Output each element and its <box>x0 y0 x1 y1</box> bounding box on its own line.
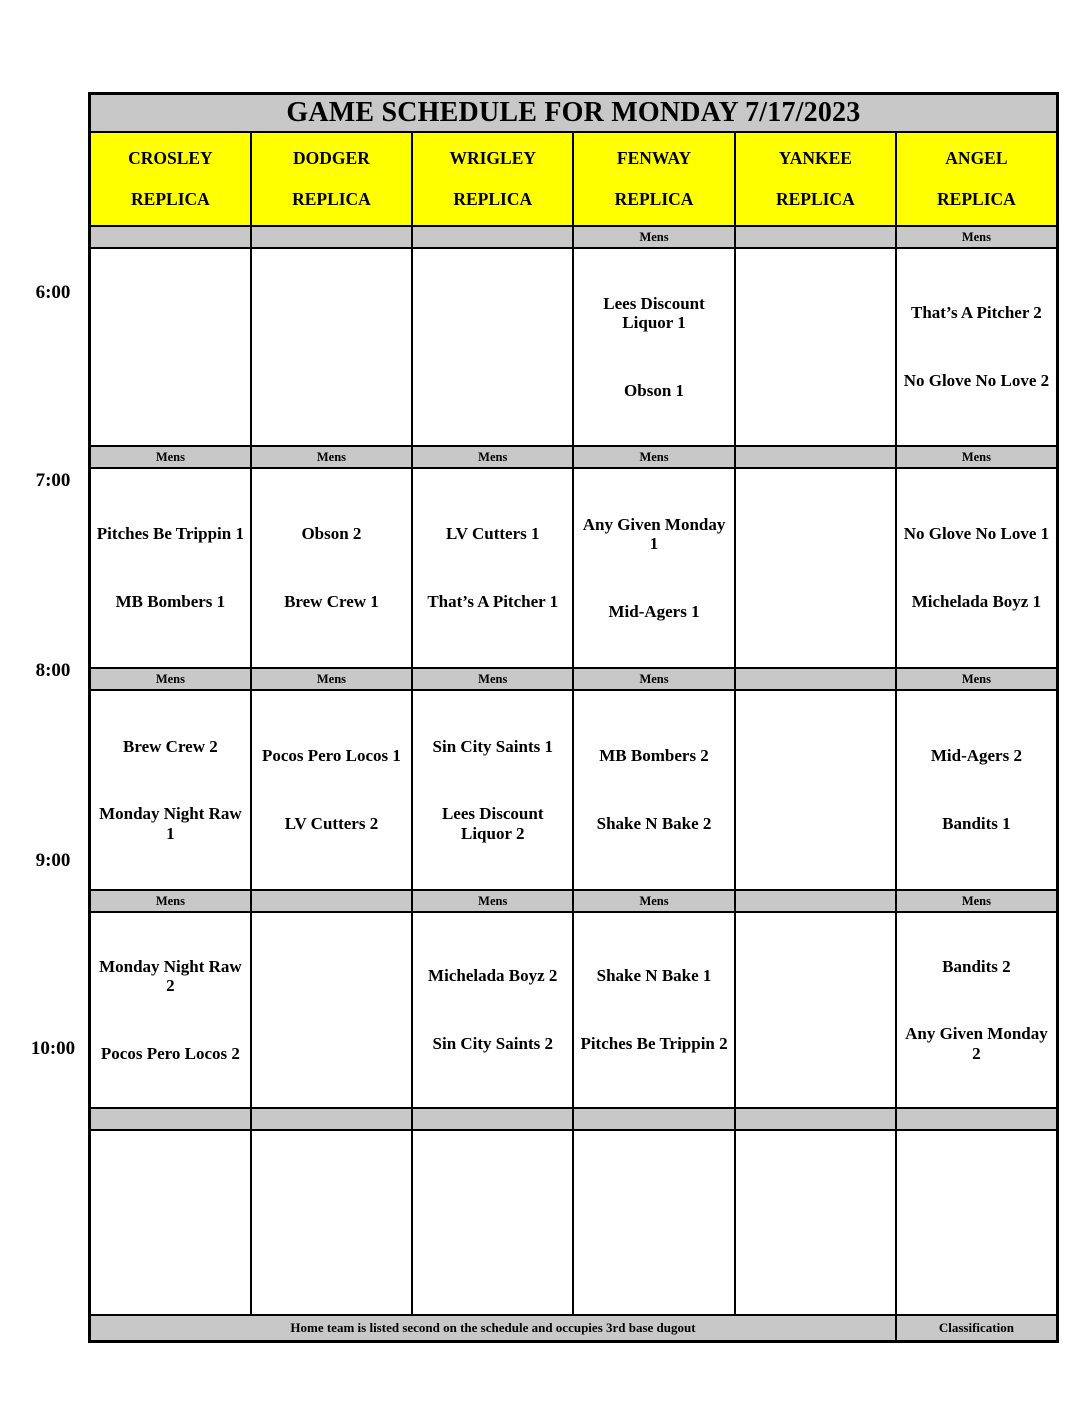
game-cell <box>735 248 896 446</box>
classification-cell: Mens <box>412 668 573 690</box>
home-team: That’s A Pitcher 1 <box>427 592 559 611</box>
classification-cell: Mens <box>896 446 1057 468</box>
away-team: Obson 2 <box>301 524 362 544</box>
classification-cell: Mens <box>573 226 734 248</box>
away-team: Michelada Boyz 2 <box>428 966 558 986</box>
game-cell <box>90 690 251 890</box>
classification-cell: Mens <box>251 668 412 690</box>
game-cell <box>412 690 573 890</box>
classification-cell: Mens <box>90 890 251 912</box>
game-cell <box>896 912 1057 1108</box>
schedule-table-wrapper <box>88 92 1056 1343</box>
field-name: WRIGLEY <box>449 147 537 168</box>
field-header-angel <box>896 132 1057 226</box>
field-header-yankee <box>735 132 896 226</box>
field-sub: REPLICA <box>775 189 855 209</box>
away-team: Pocos Pero Locos 1 <box>261 746 401 766</box>
home-team: Obson 1 <box>624 380 685 400</box>
field-sub: REPLICA <box>131 189 210 209</box>
home-team: MB Bombers 1 <box>115 592 226 611</box>
classification-cell: Mens <box>573 890 734 912</box>
away-team: MB Bombers 2 <box>599 746 709 766</box>
away-team: Sin City Saints 1 <box>432 736 553 756</box>
game-cell <box>735 912 896 1108</box>
game-cell <box>90 1130 251 1315</box>
away-team: Monday Night Raw 2 <box>99 956 242 996</box>
classification-cell <box>251 1108 412 1130</box>
away-team: That’s A Pitcher 2 <box>911 303 1042 323</box>
classification-cell: Mens <box>251 446 412 468</box>
game-cell <box>251 912 412 1108</box>
game-cell <box>896 248 1057 446</box>
home-team: Pocos Pero Locos 2 <box>100 1043 240 1063</box>
classification-cell: Mens <box>573 668 734 690</box>
classification-row-7 <box>90 446 1058 468</box>
game-cell <box>251 690 412 890</box>
home-team: LV Cutters 2 <box>284 814 379 833</box>
footer-classification-label: Classification <box>896 1315 1057 1342</box>
field-header-row <box>90 132 1058 226</box>
game-row-10 <box>90 1130 1058 1315</box>
time-label-8: 8:00 <box>35 660 71 681</box>
field-name: DODGER <box>293 147 370 168</box>
game-cell <box>90 468 251 668</box>
field-sub: REPLICA <box>937 189 1016 209</box>
home-team: Shake N Bake 2 <box>596 814 712 833</box>
field-header-wrigley <box>412 132 573 226</box>
page-title: GAME SCHEDULE FOR MONDAY 7/17/2023 <box>90 94 1058 133</box>
game-cell <box>251 1130 412 1315</box>
classification-cell: Mens <box>90 446 251 468</box>
classification-cell: Mens <box>573 446 734 468</box>
classification-row-6 <box>90 226 1058 248</box>
game-cell <box>412 468 573 668</box>
classification-row-10 <box>90 1108 1058 1130</box>
field-sub: REPLICA <box>292 189 371 209</box>
away-team: Mid-Agers 2 <box>930 746 1022 766</box>
game-schedule-table <box>88 92 1059 1343</box>
classification-cell: Mens <box>896 890 1057 912</box>
game-cell <box>573 248 734 446</box>
game-cell <box>896 468 1057 668</box>
game-cell <box>90 912 251 1108</box>
game-row-8 <box>90 690 1058 890</box>
away-team: Lees Discount Liquor 1 <box>603 293 705 333</box>
game-cell <box>251 248 412 446</box>
game-cell <box>90 248 251 446</box>
time-label-10: 10:00 <box>30 1038 76 1059</box>
classification-cell: Mens <box>412 890 573 912</box>
home-team: Sin City Saints 2 <box>432 1034 553 1053</box>
field-sub: REPLICA <box>453 189 533 209</box>
classification-cell <box>735 226 896 248</box>
away-team: Shake N Bake 1 <box>596 966 712 986</box>
time-label-7: 7:00 <box>35 470 71 491</box>
home-team: Michelada Boyz 1 <box>911 592 1042 611</box>
game-cell <box>573 690 734 890</box>
home-team: Lees Discount Liquor 2 <box>441 804 544 843</box>
classification-cell <box>573 1108 734 1130</box>
classification-cell <box>896 1108 1057 1130</box>
footer-row <box>90 1315 1058 1342</box>
classification-cell <box>735 1108 896 1130</box>
classification-cell <box>735 668 896 690</box>
game-cell <box>573 912 734 1108</box>
away-team: Pitches Be Trippin 1 <box>96 524 244 544</box>
classification-cell: Mens <box>896 668 1057 690</box>
home-team: Pitches Be Trippin 2 <box>580 1034 728 1053</box>
away-team: LV Cutters 1 <box>445 524 540 544</box>
game-cell <box>573 468 734 668</box>
classification-cell <box>251 890 412 912</box>
classification-row-8 <box>90 668 1058 690</box>
footer-note: Home team is listed second on the schedule and occupies 3rd base dugout <box>90 1315 896 1342</box>
classification-cell <box>735 890 896 912</box>
home-team: Any Given Monday 2 <box>905 1024 1048 1063</box>
classification-cell <box>735 446 896 468</box>
field-header-fenway <box>573 132 734 226</box>
field-header-dodger <box>251 132 412 226</box>
game-row-6 <box>90 248 1058 446</box>
game-cell <box>251 468 412 668</box>
classification-cell <box>412 226 573 248</box>
game-cell <box>735 1130 896 1315</box>
away-team: Any Given Monday 1 <box>582 514 726 554</box>
field-name: YANKEE <box>778 147 852 168</box>
home-team: Mid-Agers 1 <box>608 601 700 621</box>
game-cell <box>412 248 573 446</box>
field-sub: REPLICA <box>614 189 694 209</box>
game-row-9 <box>90 912 1058 1108</box>
game-row-7 <box>90 468 1058 668</box>
home-team: No Glove No Love 2 <box>903 371 1050 390</box>
home-team: Brew Crew 1 <box>284 592 379 611</box>
field-name: ANGEL <box>945 147 1008 168</box>
classification-cell: Mens <box>412 446 573 468</box>
classification-cell <box>251 226 412 248</box>
game-cell <box>896 690 1057 890</box>
game-cell <box>412 1130 573 1315</box>
classification-cell <box>412 1108 573 1130</box>
away-team: Bandits 2 <box>942 956 1011 976</box>
field-name: FENWAY <box>616 147 692 168</box>
away-team: Brew Crew 2 <box>123 736 218 756</box>
title-row <box>90 94 1058 133</box>
game-cell <box>896 1130 1057 1315</box>
time-label-9: 9:00 <box>35 850 71 871</box>
classification-cell <box>90 1108 251 1130</box>
classification-cell: Mens <box>896 226 1057 248</box>
classification-cell: Mens <box>90 668 251 690</box>
time-label-6: 6:00 <box>35 282 71 303</box>
classification-cell <box>90 226 251 248</box>
field-name: CROSLEY <box>128 147 213 168</box>
field-header-crosley <box>90 132 251 226</box>
classification-row-9 <box>90 890 1058 912</box>
away-team: No Glove No Love 1 <box>903 524 1050 544</box>
game-cell <box>735 690 896 890</box>
game-cell <box>412 912 573 1108</box>
home-team: Monday Night Raw 1 <box>99 804 242 843</box>
game-cell <box>573 1130 734 1315</box>
game-cell <box>735 468 896 668</box>
home-team: Bandits 1 <box>942 814 1011 833</box>
